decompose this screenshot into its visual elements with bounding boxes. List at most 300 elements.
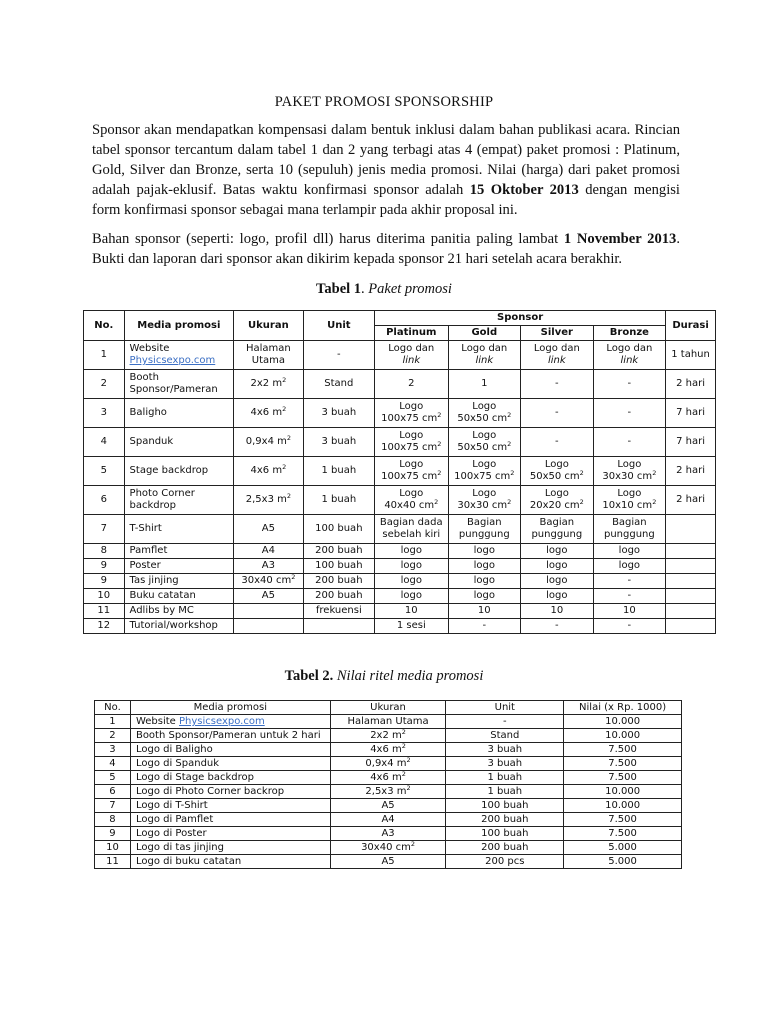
superscript: 2 <box>652 498 657 506</box>
cell-gold: logo <box>448 589 521 604</box>
cell-durasi: 2 hari <box>666 457 716 486</box>
cell-bronze <box>593 486 666 515</box>
cell-bronze: - <box>593 574 666 589</box>
superscript: 2 <box>401 770 406 778</box>
cell-no: 4 <box>95 757 131 771</box>
materials-text: Bahan sponsor (seperti: logo, profil dll) harus diterima panitia paling lambat <box>92 231 564 247</box>
cell-platinum <box>375 341 449 370</box>
cell-no: 3 <box>95 743 131 757</box>
cell-media: Tas jinjing <box>124 574 234 589</box>
cell-gold <box>448 399 521 428</box>
superscript: 2 <box>406 784 411 792</box>
cell-media: Logo di Spanduk <box>130 757 330 771</box>
cell-ukuran: Halaman Utama <box>330 715 446 729</box>
table-row <box>84 544 716 559</box>
cell-bronze: logo <box>593 559 666 574</box>
cell-gold <box>448 457 521 486</box>
cell-ukuran <box>330 771 446 785</box>
table-row <box>95 841 682 855</box>
cell-silver: 10 <box>521 604 594 619</box>
intro-paragraph <box>92 120 680 220</box>
cell-bronze: - <box>593 428 666 457</box>
cell-platinum: 2 <box>375 370 449 399</box>
cell-platinum: 1 sesi <box>375 619 449 634</box>
cell-text: Logo <box>399 401 424 412</box>
superscript: 2 <box>437 440 442 448</box>
website-link[interactable]: Physicsexpo.com <box>179 716 265 727</box>
confirmation-deadline: 15 Oktober 2013 <box>469 182 579 198</box>
cell-media <box>124 341 234 370</box>
website-link[interactable]: Physicsexpo.com <box>129 355 216 366</box>
cell-unit: 1 buah <box>446 785 564 799</box>
cell-media: Logo di tas jinjing <box>130 841 330 855</box>
cell-no: 7 <box>84 515 125 544</box>
table2-caption <box>0 668 768 685</box>
cell-silver <box>521 457 594 486</box>
table-row <box>84 370 716 399</box>
superscript: 2 <box>507 411 512 419</box>
cell-durasi: 1 tahun <box>666 341 716 370</box>
cell-text: 2,5x3 m <box>245 494 287 505</box>
cell-no: 12 <box>84 619 125 634</box>
cell-gold: - <box>448 619 521 634</box>
cell-ukuran: A5 <box>330 855 446 869</box>
cell-media: Logo di Pamflet <box>130 813 330 827</box>
header-platinum: Platinum <box>375 326 449 341</box>
cell-text: 4x6 m <box>250 465 283 476</box>
cell-silver <box>521 341 594 370</box>
table1-caption-title: Paket promosi <box>368 281 452 297</box>
cell-text: Logo <box>544 459 569 470</box>
cell-platinum <box>375 486 449 515</box>
cell-text: Logo <box>399 459 424 470</box>
cell-durasi: 7 hari <box>666 399 716 428</box>
cell-no: 7 <box>95 799 131 813</box>
cell-nilai: 7.500 <box>564 757 682 771</box>
table-row <box>84 428 716 457</box>
materials-deadline: 1 November 2013 <box>563 231 677 247</box>
cell-platinum <box>375 399 449 428</box>
cell-text: Bagian <box>467 517 502 528</box>
cell-text: 4x6 m <box>370 744 402 755</box>
retail-value-table <box>94 700 682 869</box>
cell-text: 50x50 cm <box>457 413 508 424</box>
table-row <box>84 604 716 619</box>
cell-text: Logo <box>399 430 424 441</box>
cell-unit <box>303 619 374 634</box>
cell-text: Logo dan <box>606 343 653 354</box>
cell-platinum: logo <box>375 574 449 589</box>
cell-bronze <box>593 341 666 370</box>
cell-nilai: 7.500 <box>564 743 682 757</box>
intro-text-end: dengan mengisi form konfirmasi sponsor sebagai mana terlampir pada akhir proposal ini. <box>92 182 680 218</box>
cell-text: 30x30 cm <box>457 500 508 511</box>
table-row <box>95 715 682 729</box>
cell-ukuran <box>234 604 303 619</box>
table1-caption <box>0 281 768 298</box>
superscript: 2 <box>579 469 584 477</box>
cell-bronze: - <box>593 589 666 604</box>
cell-text: Logo dan <box>461 343 508 354</box>
table-row <box>95 743 682 757</box>
intro-text: Sponsor akan mendapatkan kompensasi dalam bentuk inklusi dalam bahan publikasi acara. Rincian tabel sponsor tercantum dalam tabel 1 dan 2 yang terbagi atas 4 (empat) paket promosi : Platinum, Gold, Silver dan Bronze, serta 10 (sepuluh) jenis media promosi. Nilai (harga) dari paket promosi adalah pajak-eklusif. Batas waktu konfirmasi sponsor adalah <box>92 122 680 198</box>
cell-media: Baligho <box>124 399 234 428</box>
cell-ukuran <box>234 399 303 428</box>
cell-text: 4x6 m <box>250 407 283 418</box>
header-sponsor: Sponsor <box>375 311 666 326</box>
table-row <box>95 785 682 799</box>
cell-bronze: - <box>593 619 666 634</box>
table-row <box>95 729 682 743</box>
superscript: 2 <box>510 469 515 477</box>
cell-silver: - <box>521 399 594 428</box>
cell-ukuran: A5 <box>234 589 303 604</box>
cell-text: Logo <box>472 488 497 499</box>
cell-ukuran <box>234 428 303 457</box>
cell-no: 11 <box>95 855 131 869</box>
cell-silver <box>521 486 594 515</box>
cell-text: Halaman <box>246 343 291 354</box>
superscript: 2 <box>401 728 406 736</box>
cell-ukuran <box>330 729 446 743</box>
table2-caption-title: Nilai ritel media promosi <box>336 668 484 684</box>
cell-text: punggung <box>603 529 655 540</box>
cell-no: 3 <box>84 399 125 428</box>
header-durasi: Durasi <box>666 311 716 341</box>
cell-ukuran: A4 <box>234 544 303 559</box>
cell-no: 2 <box>95 729 131 743</box>
cell-gold: 1 <box>448 370 521 399</box>
cell-text: Website <box>135 716 179 727</box>
cell-ukuran: A3 <box>234 559 303 574</box>
superscript: 2 <box>406 756 411 764</box>
table1-header-row <box>84 311 716 326</box>
cell-durasi <box>666 604 716 619</box>
cell-unit: 1 buah <box>303 457 374 486</box>
cell-text: 100x75 cm <box>454 471 511 482</box>
header-media: Media promosi <box>130 701 330 715</box>
cell-unit: 200 buah <box>303 574 374 589</box>
superscript: 2 <box>282 463 287 471</box>
cell-no: 6 <box>84 486 125 515</box>
cell-text: Logo <box>544 488 569 499</box>
superscript: 2 <box>401 742 406 750</box>
cell-gold <box>448 486 521 515</box>
cell-unit: - <box>446 715 564 729</box>
header-bronze: Bronze <box>593 326 666 341</box>
cell-silver: logo <box>521 544 594 559</box>
cell-platinum: logo <box>375 589 449 604</box>
cell-bronze: logo <box>593 544 666 559</box>
cell-nilai: 10.000 <box>564 715 682 729</box>
table-row <box>95 855 682 869</box>
cell-media <box>124 486 234 515</box>
cell-gold: 10 <box>448 604 521 619</box>
cell-silver: logo <box>521 559 594 574</box>
superscript: 2 <box>579 498 584 506</box>
header-no: No. <box>95 701 131 715</box>
cell-text: 30x30 cm <box>602 471 653 482</box>
cell-text: sebelah kiri <box>382 529 441 540</box>
cell-unit: - <box>303 341 374 370</box>
cell-unit: frekuensi <box>303 604 374 619</box>
cell-nilai: 5.000 <box>564 841 682 855</box>
superscript: 2 <box>291 573 296 581</box>
cell-bronze: - <box>593 370 666 399</box>
cell-text: link <box>620 355 639 366</box>
header-ukuran: Ukuran <box>330 701 446 715</box>
materials-paragraph <box>92 229 680 269</box>
cell-text: 30x40 cm <box>361 842 411 853</box>
cell-gold: logo <box>448 574 521 589</box>
table-row <box>84 399 716 428</box>
table-row <box>95 799 682 813</box>
cell-unit: 3 buah <box>446 743 564 757</box>
cell-ukuran <box>234 574 303 589</box>
cell-no: 5 <box>95 771 131 785</box>
table-row <box>84 486 716 515</box>
header-silver: Silver <box>521 326 594 341</box>
header-nilai: Nilai (x Rp. 1000) <box>564 701 682 715</box>
cell-gold <box>448 341 521 370</box>
cell-media: Pamflet <box>124 544 234 559</box>
cell-text: 0,9x4 m <box>245 436 287 447</box>
cell-no: 9 <box>84 559 125 574</box>
cell-text: 0,9x4 m <box>365 758 407 769</box>
cell-platinum <box>375 428 449 457</box>
cell-no: 9 <box>95 827 131 841</box>
cell-text: punggung <box>531 529 583 540</box>
cell-no: 10 <box>95 841 131 855</box>
cell-media: Logo di buku catatan <box>130 855 330 869</box>
superscript: 2 <box>437 411 442 419</box>
table-row <box>95 757 682 771</box>
cell-text: Bagian <box>539 517 575 528</box>
cell-text: 40x40 cm <box>384 500 435 511</box>
cell-text: Logo <box>617 459 642 470</box>
cell-text: 30x40 cm <box>241 575 292 586</box>
cell-platinum <box>375 515 449 544</box>
cell-text: Logo <box>472 430 497 441</box>
cell-gold <box>448 515 521 544</box>
cell-media: Logo di T-Shirt <box>130 799 330 813</box>
cell-text: 2x2 m <box>370 730 402 741</box>
cell-platinum: logo <box>375 559 449 574</box>
cell-bronze: - <box>593 399 666 428</box>
cell-media: Buku catatan <box>124 589 234 604</box>
superscript: 2 <box>282 405 287 413</box>
cell-nilai: 10.000 <box>564 799 682 813</box>
cell-text: 50x50 cm <box>529 471 580 482</box>
cell-nilai: 7.500 <box>564 827 682 841</box>
table-row <box>84 341 716 370</box>
cell-silver: logo <box>521 589 594 604</box>
cell-ukuran <box>234 457 303 486</box>
cell-no: 8 <box>84 544 125 559</box>
cell-no: 4 <box>84 428 125 457</box>
cell-text: 20x20 cm <box>529 500 580 511</box>
document-title: PAKET PROMOSI SPONSORSHIP <box>274 94 494 110</box>
header-unit: Unit <box>303 311 374 341</box>
cell-media: Logo di Stage backdrop <box>130 771 330 785</box>
cell-no: 2 <box>84 370 125 399</box>
header-ukuran: Ukuran <box>234 311 303 341</box>
cell-gold: logo <box>448 544 521 559</box>
cell-unit: 1 buah <box>303 486 374 515</box>
cell-unit: 200 buah <box>446 841 564 855</box>
cell-text: Logo <box>399 488 424 499</box>
cell-no: 1 <box>84 341 125 370</box>
cell-unit: 1 buah <box>446 771 564 785</box>
cell-text: Logo dan <box>533 343 580 354</box>
cell-text: 100x75 cm <box>381 471 438 482</box>
cell-text: link <box>402 355 421 366</box>
cell-text: Logo <box>472 459 497 470</box>
cell-durasi <box>666 589 716 604</box>
cell-nilai: 10.000 <box>564 729 682 743</box>
cell-silver <box>521 515 594 544</box>
cell-no: 1 <box>95 715 131 729</box>
cell-unit: Stand <box>446 729 564 743</box>
cell-silver: - <box>521 370 594 399</box>
table-row <box>95 771 682 785</box>
cell-media: Logo di Baligho <box>130 743 330 757</box>
cell-unit: Stand <box>303 370 374 399</box>
cell-media <box>130 715 330 729</box>
cell-ukuran: A5 <box>330 799 446 813</box>
cell-unit: 3 buah <box>303 428 374 457</box>
cell-media: Logo di Poster <box>130 827 330 841</box>
table1-caption-number: Tabel 1 <box>316 281 362 297</box>
cell-unit: 3 buah <box>303 399 374 428</box>
cell-text: 2,5x3 m <box>365 786 407 797</box>
cell-no: 9 <box>84 574 125 589</box>
materials-text-end: . Bukti dan laporan dari sponsor akan dikirim kepada sponsor 21 hari setelah acara berakhir. <box>92 231 680 267</box>
cell-ukuran <box>330 785 446 799</box>
superscript: 2 <box>507 440 512 448</box>
cell-text: 50x50 cm <box>457 442 508 453</box>
cell-ukuran: A5 <box>234 515 303 544</box>
cell-text: Sponsor/Pameran <box>129 384 218 395</box>
cell-media: Tutorial/workshop <box>124 619 234 634</box>
cell-durasi: 7 hari <box>666 428 716 457</box>
cell-nilai: 5.000 <box>564 855 682 869</box>
cell-durasi <box>666 559 716 574</box>
superscript: 2 <box>410 840 415 848</box>
cell-text: 4x6 m <box>370 772 402 783</box>
superscript: 2 <box>286 434 291 442</box>
table-row <box>84 574 716 589</box>
cell-platinum: 10 <box>375 604 449 619</box>
cell-unit: 200 buah <box>446 813 564 827</box>
superscript: 2 <box>652 469 657 477</box>
cell-unit: 3 buah <box>446 757 564 771</box>
table-row <box>95 827 682 841</box>
cell-no: 5 <box>84 457 125 486</box>
header-no: No. <box>84 311 125 341</box>
cell-text: backdrop <box>129 500 177 511</box>
cell-nilai: 10.000 <box>564 785 682 799</box>
cell-media: T-Shirt <box>124 515 234 544</box>
cell-ukuran <box>234 619 303 634</box>
superscript: 2 <box>437 469 442 477</box>
cell-platinum: logo <box>375 544 449 559</box>
table-row <box>84 589 716 604</box>
cell-text: punggung <box>458 529 510 540</box>
cell-no: 6 <box>95 785 131 799</box>
cell-ukuran: A3 <box>330 827 446 841</box>
cell-ukuran <box>330 743 446 757</box>
cell-silver: logo <box>521 574 594 589</box>
cell-gold: logo <box>448 559 521 574</box>
table-row <box>95 813 682 827</box>
superscript: 2 <box>282 376 287 384</box>
table-row <box>84 559 716 574</box>
cell-media: Spanduk <box>124 428 234 457</box>
cell-media: Adlibs by MC <box>124 604 234 619</box>
superscript: 2 <box>286 492 291 500</box>
cell-text: 10x10 cm <box>602 500 653 511</box>
cell-unit: 200 pcs <box>446 855 564 869</box>
cell-unit: 100 buah <box>303 559 374 574</box>
header-unit: Unit <box>446 701 564 715</box>
cell-nilai: 7.500 <box>564 771 682 785</box>
table-row <box>84 457 716 486</box>
cell-silver: - <box>521 619 594 634</box>
cell-unit: 100 buah <box>446 799 564 813</box>
cell-silver: - <box>521 428 594 457</box>
cell-bronze: 10 <box>593 604 666 619</box>
cell-text: 100x75 cm <box>381 413 438 424</box>
cell-ukuran <box>330 757 446 771</box>
cell-media <box>124 370 234 399</box>
cell-durasi <box>666 619 716 634</box>
header-gold: Gold <box>448 326 521 341</box>
cell-text: link <box>547 355 566 366</box>
cell-text: 2x2 m <box>250 378 283 389</box>
table2-caption-number: Tabel 2. <box>284 668 334 684</box>
cell-unit: 200 buah <box>303 589 374 604</box>
table-row <box>84 619 716 634</box>
cell-ukuran <box>234 370 303 399</box>
table1-caption-separator: . <box>361 281 369 297</box>
cell-text: Website <box>129 343 170 354</box>
cell-unit: 100 buah <box>446 827 564 841</box>
cell-durasi: 2 hari <box>666 486 716 515</box>
cell-media: Stage backdrop <box>124 457 234 486</box>
cell-text: Logo <box>472 401 497 412</box>
cell-gold <box>448 428 521 457</box>
cell-text: Logo dan <box>388 343 435 354</box>
cell-text: Photo Corner <box>129 488 195 499</box>
table-row <box>84 515 716 544</box>
cell-ukuran <box>330 841 446 855</box>
cell-text: link <box>475 355 494 366</box>
cell-bronze <box>593 515 666 544</box>
cell-bronze <box>593 457 666 486</box>
cell-durasi <box>666 515 716 544</box>
sponsor-package-table <box>83 310 716 634</box>
cell-unit: 100 buah <box>303 515 374 544</box>
cell-media: Logo di Photo Corner backrop <box>130 785 330 799</box>
cell-media: Poster <box>124 559 234 574</box>
cell-text: Booth <box>129 372 159 383</box>
table2-header-row <box>95 701 682 715</box>
cell-no: 8 <box>95 813 131 827</box>
cell-nilai: 7.500 <box>564 813 682 827</box>
cell-unit: 200 buah <box>303 544 374 559</box>
cell-text: Utama <box>251 355 285 366</box>
